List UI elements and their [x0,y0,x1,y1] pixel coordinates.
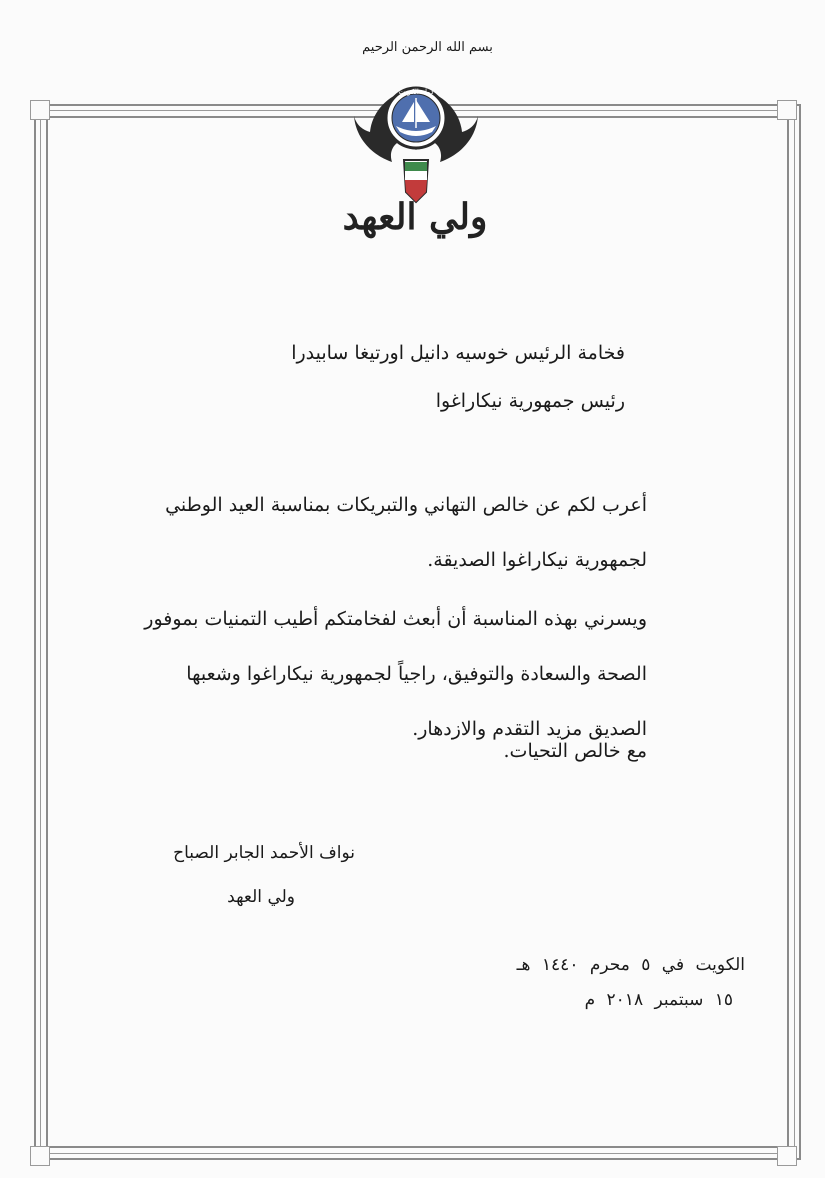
border-corner-ornament [777,1146,797,1166]
addressee-line-2: رئيس جمهورية نيكاراغوا [435,390,625,412]
crown-prince-title: ولي العهد [342,196,488,238]
border-corner-ornament [777,100,797,120]
body-paragraph-2: ويسرني بهذه المناسبة أن أبعث لفخامتكم أطيب التمنيات بموفور الصحة والسعادة والتوفيق، راجياً لجمهورية نيكاراغوا وشعبها الصديق مزيد التقدم والازدهار. [144,608,647,740]
body-paragraph-1: أعرب لكم عن خالص التهاني والتبريكات بمناسبة العيد الوطني لجمهورية نيكاراغوا الصديقة. [165,494,647,571]
addressee-line-1: فخامة الرئيس خوسيه دانيل اورتيغا سابيدرا [291,342,625,364]
signatory-name: نواف الأحمد الجابر الصباح [173,843,355,863]
border-corner-ornament [30,1146,50,1166]
emblem-label: دولة الكويت [398,88,434,96]
hijri-date: الكويت في ٥ محرم ١٤٤٠ هـ [516,955,745,975]
closing-line: مع خالص التحيات. [503,740,647,762]
bismillah-header: بسم الله الرحمن الرحيم [362,40,493,55]
kuwait-emblem-icon [352,70,480,205]
signatory-title: ولي العهد [227,887,295,907]
border-corner-ornament [30,100,50,120]
gregorian-date: ١٥ سبتمبر ٢٠١٨ م [584,990,733,1010]
